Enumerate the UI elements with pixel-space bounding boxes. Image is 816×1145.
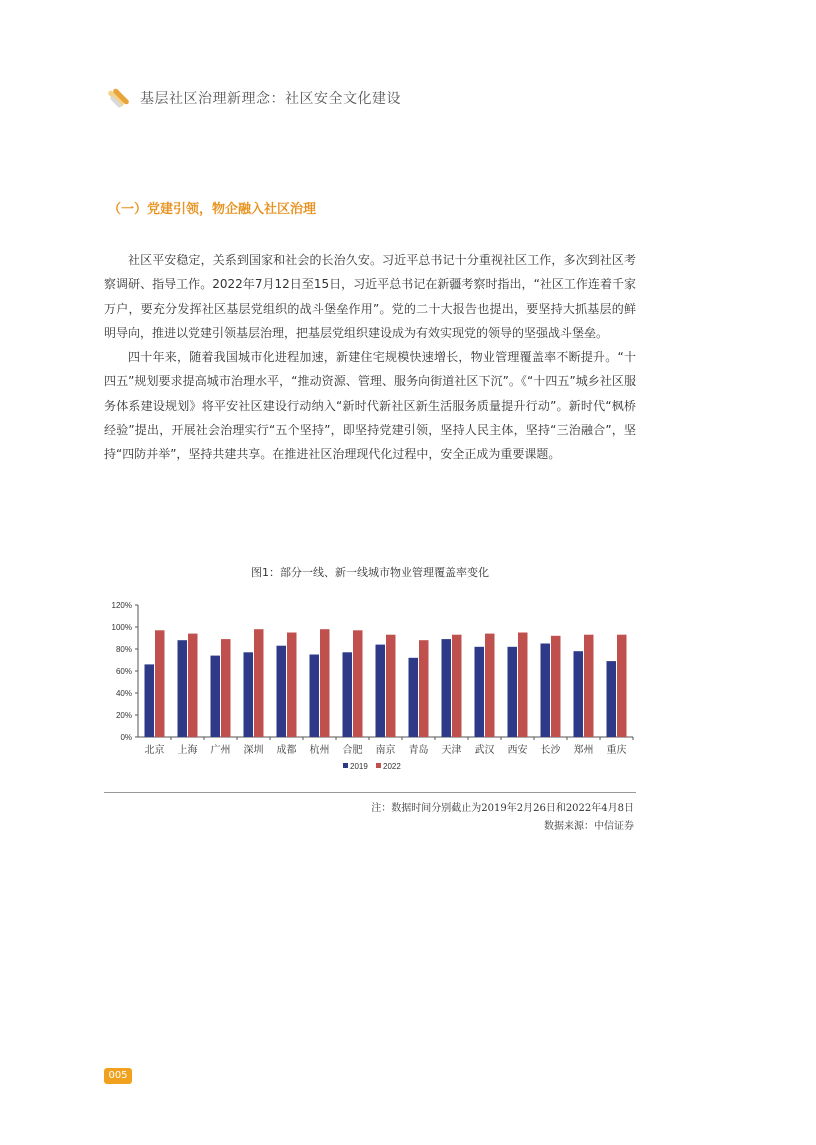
x-tick-label: 合肥 — [342, 745, 363, 756]
bar-2019-8 — [409, 658, 419, 737]
x-tick-label: 西安 — [507, 745, 528, 756]
bar-2022-10 — [485, 634, 495, 737]
bar-2022-4 — [287, 633, 297, 738]
bar-2022-6 — [353, 630, 363, 737]
bar-2019-14 — [607, 661, 617, 737]
bar-2019-2 — [211, 656, 221, 737]
legend-swatch-2022 — [376, 763, 381, 768]
paragraph-2: 四十年来，随着我国城市化进程加速，新建住宅规模快速增长，物业管理覆盖率不断提升。“十四五”规划要求提高城市治理水平，“推动资源、管理、服务向街道社区下沉”。《“十四五”城乡社区服务体系建设规划》将平安社区建设行动纳入“新时代新社区新生活服务质量提升行动”。新时代“枫桥经验”提出，开展社会治理实行“五个坚持”，即坚持党建引领，坚持人民主体，坚持“三治融合”，坚持“四防并举”，坚持共建共享。在推进社区治理现代化过程中，安全正成为重要课题。 — [104, 350, 636, 462]
bar-2019-1 — [178, 640, 188, 737]
paragraph-1: 社区平安稳定，关系到国家和社会的长治久安。习近平总书记十分重视社区工作，多次到社区考察调研、指导工作。2022年7月12日至15日，习近平总书记在新疆考察时指出，“社区工作连着千家万户，要充分发挥社区基层党组织的战斗堡垒作用”。党的二十大报告也提出，要坚持大抓基层的鲜明导向，推进以党建引领基层治理，把基层党组织建设成为有效实现党的领导的坚强战斗堡垒。 — [104, 253, 636, 340]
y-tick-label: 120% — [111, 601, 132, 610]
bar-2019-13 — [574, 651, 584, 737]
bar-2022-8 — [419, 640, 429, 737]
y-tick-label: 80% — [115, 645, 132, 654]
bar-2019-6 — [343, 652, 353, 737]
section-heading: （一）党建引领，物企融入社区治理 — [108, 202, 317, 217]
y-tick-label: 0% — [120, 733, 132, 742]
bar-2022-14 — [617, 635, 627, 737]
x-tick-label: 北京 — [144, 745, 165, 756]
bar-2022-9 — [452, 635, 462, 737]
page-number: 005 — [104, 1068, 132, 1084]
bar-2019-5 — [310, 655, 320, 738]
bar-2019-3 — [244, 652, 254, 737]
bar-2019-0 — [145, 664, 155, 737]
page-header — [104, 82, 401, 114]
x-tick-label: 郑州 — [573, 745, 594, 756]
y-tick-label: 20% — [115, 711, 132, 720]
bar-2022-13 — [584, 635, 594, 737]
x-tick-label: 成都 — [276, 745, 297, 756]
bar-2019-12 — [541, 644, 551, 738]
figure-title: 图1：部分一线、新一线城市物业管理覆盖率变化 — [251, 566, 489, 579]
bar-2019-11 — [508, 647, 518, 737]
note-divider — [104, 792, 636, 793]
x-tick-label: 武汉 — [474, 745, 495, 756]
x-tick-label: 南京 — [375, 745, 396, 756]
x-tick-label: 上海 — [177, 745, 198, 756]
y-tick-label: 100% — [111, 623, 132, 632]
x-tick-label: 广州 — [210, 745, 231, 756]
bar-chart — [100, 594, 640, 778]
bar-2022-7 — [386, 635, 396, 737]
bar-2019-9 — [442, 639, 452, 737]
x-tick-label: 深圳 — [243, 745, 264, 756]
bar-2019-10 — [475, 647, 485, 737]
bar-2022-2 — [221, 639, 231, 737]
source-note: 数据来源：中信证券 — [544, 821, 634, 832]
x-tick-label: 天津 — [441, 745, 462, 756]
x-tick-label: 青岛 — [408, 745, 429, 756]
header-title: 基层社区治理新理念：社区安全文化建设 — [140, 91, 401, 107]
bar-2022-1 — [188, 634, 198, 737]
bar-2022-3 — [254, 629, 264, 737]
bar-2022-5 — [320, 629, 330, 737]
x-tick-label: 长沙 — [540, 745, 561, 756]
y-tick-label: 60% — [115, 667, 132, 676]
body-text — [104, 248, 636, 467]
x-tick-label: 重庆 — [606, 745, 627, 756]
legend-label-2019: 2019 — [350, 762, 368, 771]
x-tick-label: 杭州 — [309, 745, 330, 756]
bar-2022-11 — [518, 633, 528, 738]
bar-2022-12 — [551, 636, 561, 737]
bar-2019-4 — [277, 646, 287, 737]
y-tick-label: 40% — [115, 689, 132, 698]
legend-label-2022: 2022 — [383, 762, 401, 771]
stacked-diagonal-bars-logo-icon — [104, 83, 134, 113]
bar-2019-7 — [376, 645, 386, 737]
date-note: 注：数据时间分别截止为2019年2月26日和2022年4月8日 — [371, 803, 634, 814]
bar-2022-0 — [155, 630, 165, 737]
chart-notes — [371, 800, 634, 836]
legend-swatch-2019 — [343, 763, 348, 768]
